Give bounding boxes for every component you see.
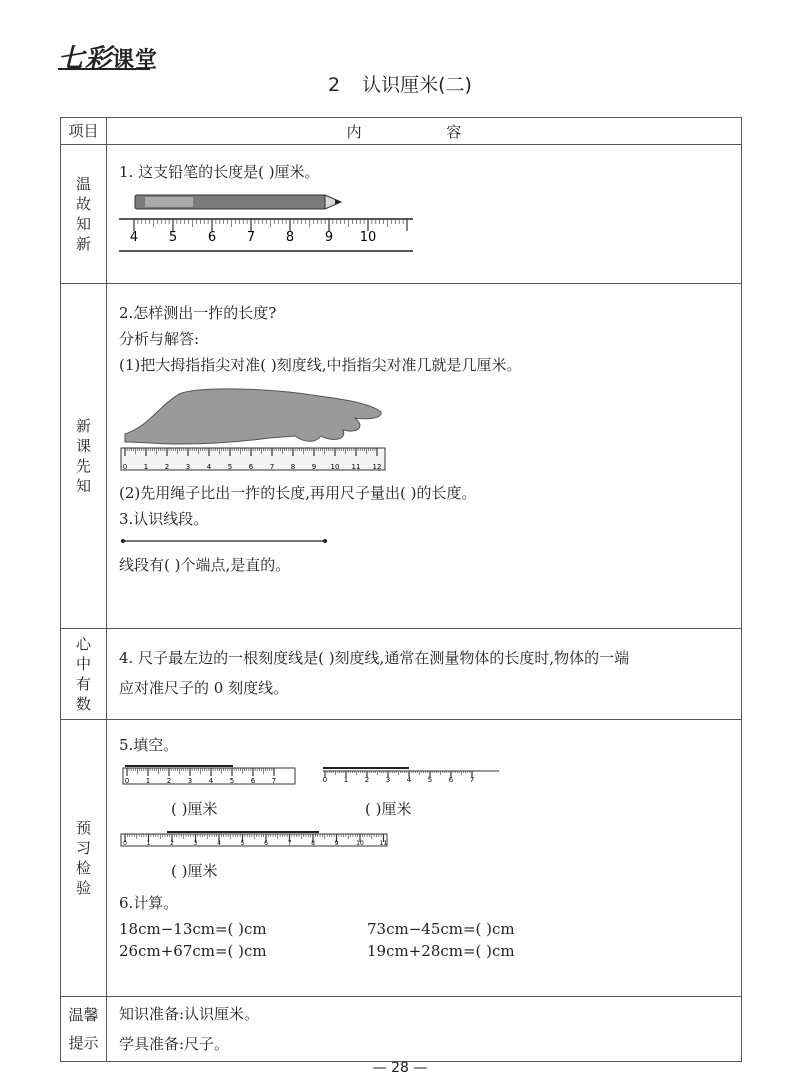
hand-ruler-label-1: 1 xyxy=(143,463,149,471)
ruler-label: 0 xyxy=(124,777,130,785)
tip-line-2: 学具准备:尺子。 xyxy=(119,1035,230,1053)
header-item: 项目 xyxy=(61,118,107,145)
ruler-label: 3 xyxy=(187,777,193,785)
hand-ruler-label-5: 5 xyxy=(227,463,233,471)
ruler-label: 2 xyxy=(170,840,174,847)
ruler-label: 1 xyxy=(146,840,151,847)
hand-ruler-label-11: 11 xyxy=(351,463,361,471)
ruler-label: 0 xyxy=(322,776,328,784)
ruler-label: 7 xyxy=(287,840,292,847)
hand-ruler-label-9: 9 xyxy=(311,463,317,471)
section-label-tips: 温馨 提示 xyxy=(61,997,107,1062)
question-2: 2.怎样测出一拃的长度? xyxy=(119,304,277,322)
segment-endpoint-left xyxy=(121,539,125,543)
page-number: — 28 — xyxy=(372,1060,428,1076)
ruler-label: 4 xyxy=(208,777,214,785)
segment-endpoint-right xyxy=(323,539,327,543)
section-label-new-lesson: 新课先知 xyxy=(61,284,107,629)
hand-ruler-label-4: 4 xyxy=(206,463,212,471)
section-mind xyxy=(61,629,742,720)
ruler-label: 3 xyxy=(385,776,391,784)
hand-ruler-label-3: 3 xyxy=(185,463,191,471)
blank-a: ( )厘米 xyxy=(171,800,218,818)
ruler-label: 7 xyxy=(469,776,475,784)
ruler-label: 5 xyxy=(229,777,235,785)
hand-ruler-label-10: 10 xyxy=(330,463,340,471)
lesson-title: 认识厘米(二) xyxy=(362,74,472,96)
ruler-label: 5 xyxy=(427,776,433,784)
ruler1-label-7: 7 xyxy=(246,230,256,245)
hand-icon xyxy=(125,389,381,444)
question-4-line2: 应对准尺子的 0 刻度线。 xyxy=(119,679,289,697)
logo-big-text: 七彩 xyxy=(58,44,113,74)
calc-row-2 xyxy=(119,942,729,960)
calc-row-1 xyxy=(119,920,729,938)
calc-item: 73cm−45cm=( )cm xyxy=(367,920,515,938)
hand-ruler-label-8: 8 xyxy=(290,463,296,471)
question-6: 6.计算。 xyxy=(119,894,179,912)
ruler-label: 2 xyxy=(166,777,172,785)
question-4-line1: 4. 尺子最左边的一根刻度线是( )刻度线,通常在测量物体的长度时,物体的一端 xyxy=(119,649,630,667)
section-label-mind: 心中有数 xyxy=(61,629,107,720)
ruler-label: 6 xyxy=(448,776,454,784)
ruler-label: 11 xyxy=(379,840,388,847)
segment-question: 线段有( )个端点,是直的。 xyxy=(119,556,291,574)
ruler-label: 10 xyxy=(356,840,364,847)
ruler1-label-8: 8 xyxy=(285,230,295,245)
ruler-label: 4 xyxy=(217,840,221,847)
ruler1-label-4: 4 xyxy=(129,230,139,245)
ruler-label: 0 xyxy=(123,840,127,847)
section-label-review: 温故知新 xyxy=(61,145,107,284)
logo-small-text: 课堂 xyxy=(112,48,159,73)
rulers-ab-figure xyxy=(119,762,519,788)
hand-ruler-label-6: 6 xyxy=(248,463,254,471)
calc-item: 19cm+28cm=( )cm xyxy=(367,942,515,960)
analysis-heading: 分析与解答: xyxy=(119,330,200,348)
ruler1-label-6: 6 xyxy=(207,230,217,245)
ruler-b-ticks xyxy=(323,771,474,784)
ruler-label: 3 xyxy=(193,840,198,847)
step-2: (2)先用绳子比出一拃的长度,再用尺子量出( )的长度。 xyxy=(119,484,477,502)
lesson-number: 2 xyxy=(328,74,341,96)
ruler-label: 6 xyxy=(250,777,256,785)
hand-ruler-label-0: 0 xyxy=(122,463,128,471)
table-header-row xyxy=(61,118,742,145)
hand-ruler-label-12: 12 xyxy=(372,463,382,471)
header-content: 内 容 xyxy=(107,118,742,145)
question-3: 3.认识线段。 xyxy=(119,510,209,528)
hand-ruler-label-7: 7 xyxy=(269,463,275,471)
question-1: 1. 这支铅笔的长度是( )厘米。 xyxy=(119,163,320,181)
ruler-label: 4 xyxy=(406,776,412,784)
pencil-icon xyxy=(135,195,341,209)
section-label-preview: 预习检验 xyxy=(61,720,107,997)
ruler-label: 8 xyxy=(311,840,315,847)
ruler-label: 1 xyxy=(343,776,349,784)
line-segment-figure xyxy=(121,534,331,548)
hand-ruler-label-2: 2 xyxy=(164,463,170,471)
ruler-label: 9 xyxy=(334,840,339,847)
ruler-label: 7 xyxy=(271,777,277,785)
section-tips xyxy=(61,997,742,1062)
pencil-ruler-figure xyxy=(119,189,419,255)
ruler-label: 1 xyxy=(145,777,151,785)
calc-item: 18cm−13cm=( )cm xyxy=(119,920,267,938)
ruler-label: 5 xyxy=(240,840,245,847)
hand-ruler-figure xyxy=(119,386,389,476)
ruler1-label-10: 10 xyxy=(359,230,377,245)
ruler1-label-9: 9 xyxy=(324,230,334,245)
tip-line-1: 知识准备:认识厘米。 xyxy=(119,1005,260,1023)
ruler-label: 2 xyxy=(364,776,370,784)
section-preview xyxy=(61,720,742,997)
page-title xyxy=(0,70,800,97)
blank-c: ( )厘米 xyxy=(171,862,218,880)
section-new-lesson xyxy=(61,284,742,629)
calc-item: 26cm+67cm=( )cm xyxy=(119,942,267,960)
question-5: 5.填空。 xyxy=(119,736,179,754)
blank-b: ( )厘米 xyxy=(365,800,412,818)
step-1: (1)把大拇指指尖对准( )刻度线,中指指尖对准几就是几厘米。 xyxy=(119,356,522,374)
worksheet-table xyxy=(60,117,742,1062)
ruler-c-figure xyxy=(119,828,399,850)
ruler-label: 6 xyxy=(264,840,268,847)
ruler1-label-5: 5 xyxy=(168,230,178,245)
section-review xyxy=(61,145,742,284)
